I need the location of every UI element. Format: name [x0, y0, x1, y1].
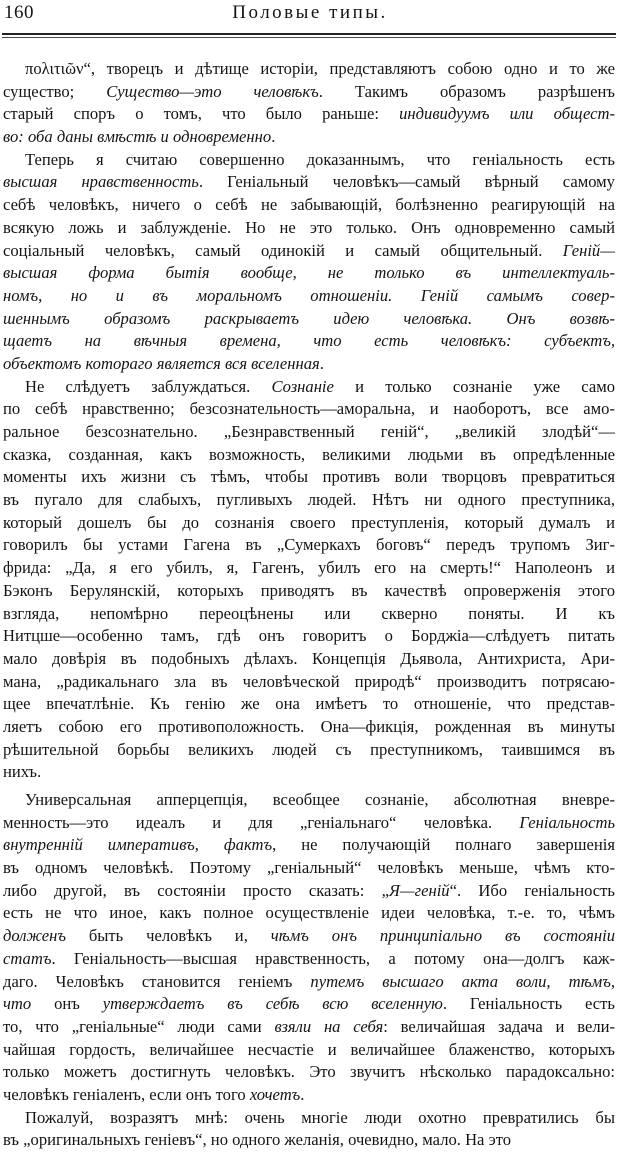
text-line	[3, 834, 615, 857]
page-number: 160	[4, 2, 34, 23]
text-line	[3, 58, 615, 81]
text-line	[3, 534, 615, 557]
text-line	[3, 902, 615, 925]
text-run: менность—это идеалъ и для „геніальнаго“ человѣка.	[3, 812, 520, 832]
italic-run: во: оба даны вмѣстѣ и одновременно	[3, 127, 272, 147]
text-line	[3, 194, 615, 217]
paragraph	[3, 1107, 615, 1152]
text-line	[3, 262, 615, 285]
paragraph	[3, 376, 615, 784]
italic-run: чѣмъ онъ принципіально въ состояніи	[270, 926, 615, 946]
text-run: πολιτιῶν“, творецъ и дѣтище исторіи, представляютъ собою одно и то же	[25, 59, 615, 78]
italic-run: высшая форма бытія вообще, не только въ интеллектуаль-	[3, 263, 615, 283]
text-run: .	[300, 1084, 305, 1104]
text-run: нихъ.	[3, 762, 42, 782]
text-line	[3, 1039, 615, 1062]
text-run: моменты ихъ жизни съ тѣмъ, чтобы противъ воли творцовъ превратиться	[3, 467, 615, 487]
text-run: соціальный человѣкъ, самый одинокій и самый общительный.	[3, 240, 563, 260]
text-line	[3, 489, 615, 512]
text-run: либо другой, въ состояніи просто сказать: „	[3, 880, 389, 900]
text-run: Не слѣдуетъ заблуждаться.	[25, 376, 272, 396]
paragraph	[3, 789, 615, 1107]
text-run: Нитцше—особенно тамъ, гдѣ онъ говоритъ о Борджіа—слѣдуетъ питать	[3, 626, 615, 646]
text-run: даго. Человѣкъ становится геніемъ	[3, 971, 311, 991]
text-line	[3, 948, 615, 971]
text-run: . Геніальность есть	[442, 994, 615, 1014]
text-run: Пожалуй, возразятъ мнѣ: очень многіе люди охотно превратились бы	[25, 1107, 615, 1127]
text-line	[3, 1084, 615, 1107]
text-line	[3, 1129, 615, 1152]
italic-run: утверждаетъ въ себѣ всю вселенную	[102, 994, 443, 1014]
text-line	[3, 81, 615, 104]
italic-run: Геній—	[562, 240, 615, 260]
paragraph	[3, 149, 615, 376]
text-line	[3, 625, 615, 648]
text-line	[3, 376, 615, 399]
italic-run: долженъ	[3, 926, 66, 946]
text-run: Теперь я считаю совершенно доказаннымъ, что геніальность есть	[25, 149, 615, 169]
text-line	[3, 761, 615, 784]
text-line	[3, 925, 615, 948]
text-run: всякую ложь и заблужденіе. Но не это только. Онъ одновременно самый	[3, 217, 615, 237]
text-run: и только сознаніе уже само	[333, 376, 615, 396]
paragraph	[3, 58, 615, 149]
text-line	[3, 217, 615, 240]
text-line	[3, 512, 615, 535]
text-line	[3, 1061, 615, 1084]
text-run: щее впечатлѣніе. Къ генію же она имѣетъ то отношеніе, что представ-	[3, 694, 615, 714]
text-run: . Геніальность—высшая нравственность, а потому она—долгъ каж-	[51, 948, 615, 968]
text-line	[3, 1107, 615, 1130]
italic-run: номъ, но и въ моральномъ отношеніи. Геній самымъ совер-	[3, 285, 615, 305]
text-line	[3, 398, 615, 421]
text-run: по себѣ нравственно; безсознательность—аморальна, и наоборотъ, все амо-	[3, 399, 615, 419]
text-line	[3, 171, 615, 194]
text-run: есть не что иное, какъ полное осуществленіе идеи человѣка, т.-е. то, чѣмъ	[3, 903, 615, 923]
text-line	[3, 648, 615, 671]
text-line	[3, 671, 615, 694]
text-run: въ пугало для слабыхъ, пугливыхъ людей. Нѣтъ ни одного преступника,	[3, 490, 615, 510]
text-run: ляетъ собою его противоположность. Она—фикція, рожденная въ минуты	[3, 716, 615, 736]
text-line	[3, 971, 615, 994]
italic-run: путемъ высшаго акта воли, тѣмъ,	[310, 971, 615, 991]
text-line	[3, 693, 615, 716]
italic-run: хочетъ	[249, 1084, 301, 1104]
text-run: “. Ибо геніальность	[449, 880, 615, 900]
italic-run: индивидуумъ или общест-	[399, 104, 615, 124]
text-line	[3, 285, 615, 308]
italic-run: Сознаніе	[271, 376, 334, 396]
text-line	[3, 580, 615, 603]
text-line	[3, 444, 615, 467]
text-run: фрида: „Да, я его убилъ, я, Гагенъ, убилъ его на смерть!“ Наполеонъ и	[3, 558, 615, 578]
text-line	[3, 308, 615, 331]
text-run: существо;	[3, 81, 107, 101]
header-rule-thick	[2, 33, 616, 35]
italic-run: Я—геній	[388, 880, 450, 900]
text-run: только можетъ достигнуть человѣкъ. Это звучитъ нѣсколько парадоксально:	[3, 1062, 615, 1082]
text-run: Бэконъ Берулянскій, которыхъ приводятъ въ качествѣ опроверженія этого	[3, 580, 615, 600]
text-line	[3, 603, 615, 626]
text-run: человѣкъ геніаленъ, если онъ того	[3, 1084, 250, 1104]
text-run: .	[271, 127, 276, 147]
text-line	[3, 812, 615, 835]
text-run: чайшая гордость, величайшее несчастіе и величайшее блаженство, которыхъ	[3, 1039, 615, 1059]
italic-run: Существо—это человѣкъ	[106, 81, 319, 101]
text-run: . Геніальный человѣкъ—самый вѣрный самому	[198, 172, 615, 192]
body-text	[3, 58, 615, 1152]
text-run: Универсальная апперцепція, всеобщее сознаніе, абсолютная вневре-	[25, 790, 615, 809]
italic-run: высшая нравственность	[3, 172, 199, 192]
text-run: мало довѣрія въ подобныхъ дѣлахъ. Концепція Дьявола, Антихриста, Ари-	[3, 648, 615, 668]
text-run: : величайшая задача и вели-	[383, 1016, 615, 1036]
running-title: Половые типы.	[232, 2, 388, 23]
header-rule-thin	[2, 37, 616, 38]
text-line	[3, 421, 615, 444]
italic-run: объектомъ котораго является вся вселенная	[3, 353, 320, 373]
text-line	[3, 330, 615, 353]
text-run: который дошелъ бы до сознанія своего преступленія, который думалъ и	[3, 512, 615, 532]
text-run: рѣшительной борьбы великихъ людей съ преступникомъ, таившимся въ	[3, 739, 615, 759]
text-line	[3, 240, 615, 263]
page-header	[0, 0, 620, 30]
text-run: .	[319, 353, 324, 373]
italic-run: взяли на себя	[274, 1016, 384, 1036]
text-run: онъ	[31, 994, 103, 1014]
text-run: мана, „радикальнаго зла въ человѣческой природѣ“ производитъ потрясаю-	[3, 671, 615, 691]
text-line	[3, 1016, 615, 1039]
text-line	[3, 716, 615, 739]
text-line	[3, 993, 615, 1016]
text-line	[3, 149, 615, 172]
text-run: взгляда, непомѣрно переоцѣнены или скверно поняты. И къ	[3, 603, 615, 623]
text-line	[3, 880, 615, 903]
text-line	[3, 353, 615, 376]
text-run: , не получающій полнаго завершенія	[272, 835, 615, 855]
text-run: быть человѣкъ и,	[65, 926, 271, 946]
italic-run: Геніальность	[519, 812, 615, 832]
italic-run: что	[3, 994, 32, 1014]
text-run: говорилъ бы устами Гагена въ „Сумеркахъ боговъ“ передъ трупомъ Зиг-	[3, 535, 615, 555]
italic-run: статъ	[3, 948, 52, 968]
text-run: то, что „геніальные“ люди сами	[3, 1016, 275, 1036]
text-line	[3, 103, 615, 126]
italic-run: шеннымъ образомъ раскрываетъ идею человѣка. Онъ возвѣ-	[3, 308, 615, 328]
text-run: себѣ человѣкъ, ничего о себѣ не забывающій, болѣзненно реагирующій на	[3, 195, 615, 215]
text-run: . Такимъ образомъ разрѣшенъ	[318, 81, 615, 101]
text-line	[3, 857, 615, 880]
text-run: въ одномъ человѣкѣ. Поэтому „геніальный“ человѣкъ меньше, чѣмъ кто-	[3, 858, 615, 878]
text-run: ральное безсознательно. „Безнравственный геній“, „великій злодѣй“—	[3, 422, 615, 441]
text-run: старый споръ о томъ, что было раньше:	[3, 104, 400, 124]
text-line	[3, 789, 615, 812]
text-run: сказка, созданная, какъ возможность, великими людьми въ опредѣленные	[3, 444, 615, 464]
text-line	[3, 739, 615, 762]
text-line	[3, 557, 615, 580]
text-run: въ „оригинальныхъ геніевъ“, но одного желанія, очевидно, мало. На это	[3, 1130, 512, 1150]
italic-run: щаетъ на вѣчныя времена, что есть человѣкъ: субъектъ,	[3, 331, 615, 351]
text-line	[3, 126, 615, 149]
italic-run: внутренній императивъ, фактъ	[3, 835, 273, 855]
text-line	[3, 466, 615, 489]
